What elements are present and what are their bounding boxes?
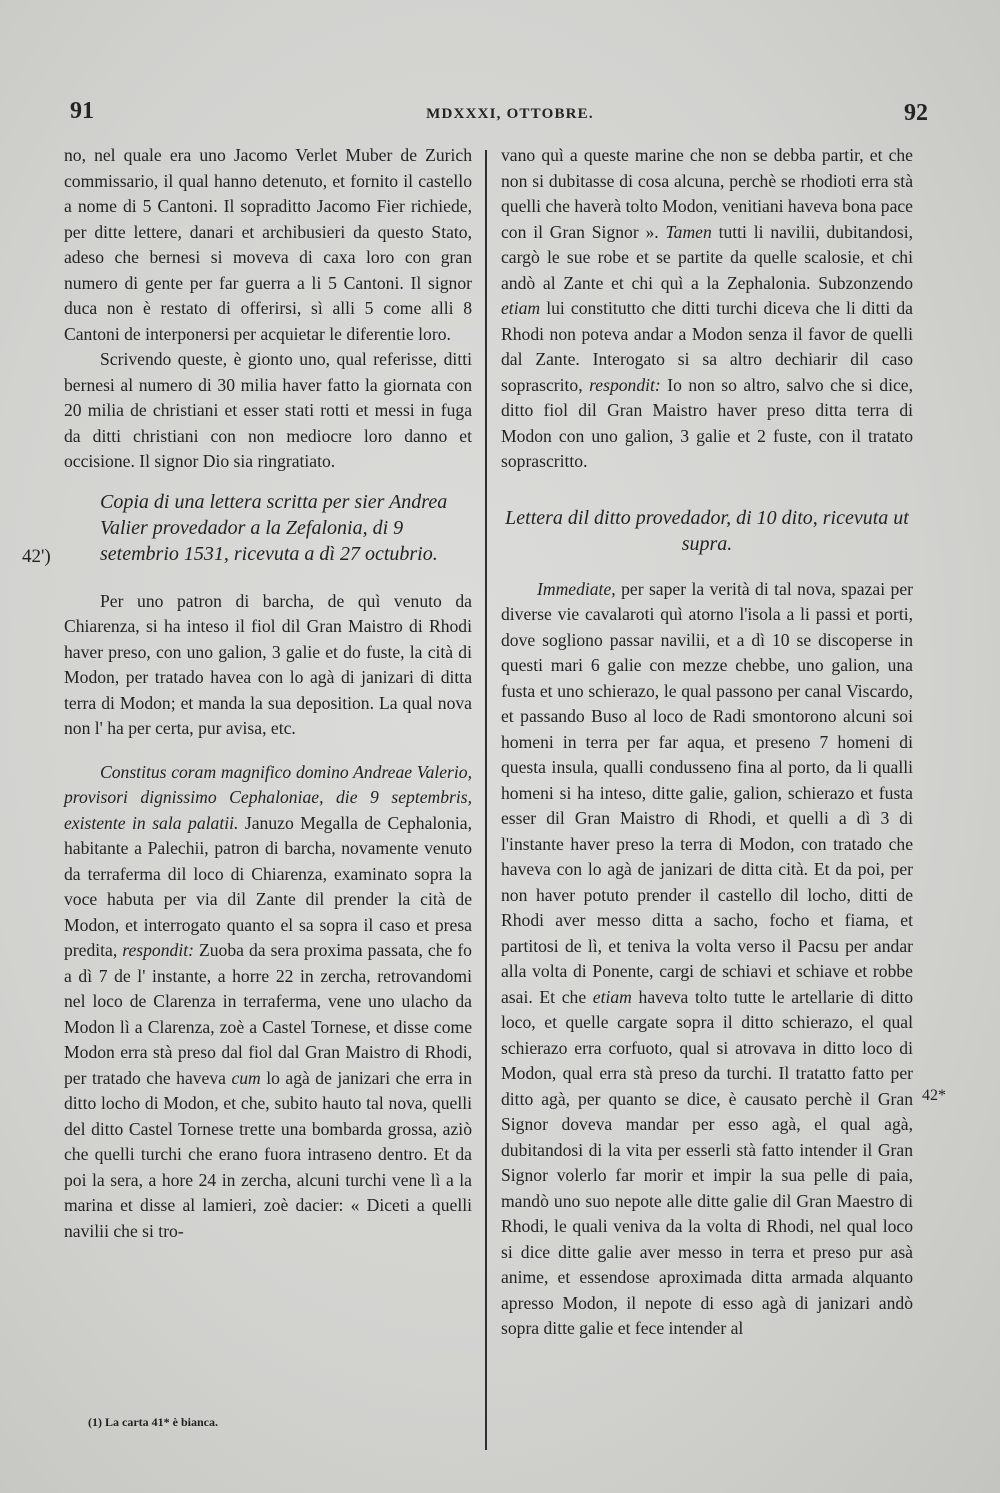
text: Zuoba da sera proxima passata, che fo a dì 7 de l' instante, a horre 22 in zercha, retrovandomi nel loco de Clarenza in terraferma, vene uno ulacho da Modon lì a Clarenza, zoè a Castel Tornese, et disse come Modon erra stà preso dal fiol dal Gran Maistro di Rhodi, per tratado che haveva [64, 940, 472, 1088]
section-heading: Lettera dil ditto provedador, di 10 dito, ricevuta ut supra. [505, 506, 909, 555]
italic-text: Immediate, [537, 578, 616, 599]
margin-marker-left: 42') [22, 546, 51, 567]
page-number-left: 91 [70, 98, 94, 124]
text: tutti li navilii, dubitandosi, cargò le sue robe et se partite da quelle scalosie, et chi andò al Zante et chi quì a la Zephalonia. Subzonzendo [501, 221, 913, 293]
column-divider [485, 150, 487, 1450]
left-column [64, 143, 472, 1244]
text: Io non so altro, salvo che si dice, ditto fiol dil Gran Maistro haver preso ditta terra di Modon con uno galion, 3 galie et 2 fuste, con il tratato soprascritto. [501, 374, 913, 471]
running-head: MDXXXI, OTTOBRE. [426, 106, 594, 122]
italic-text: Constitus coram magnifico domino Andreae Valerio, provisori dignissimo Cephaloniae, die 9 septembris, existente in sala palatii. [64, 761, 472, 833]
section-heading: Copia di una lettera scritta per sier Andrea Valier provedador a la Zefalonia, di 9 setembrio 1531, ricevuta a dì 27 octubrio. [100, 490, 448, 565]
paragraph: Per uno patron di barcha, de quì venuto da Chiarenza, si ha inteso il fiol dil Gran Maistro di Rhodi haver preso, con uno galion, 3 galie et do fuste, la cità di Modon, per tratado havea con lo agà di janizari di ditta terra di Modon; et manda la sua deposition. La qual nova non l' ha per certa, pur avisa, etc. [64, 590, 472, 738]
paragraph [64, 760, 472, 1245]
margin-marker-right: 42* [922, 1087, 946, 1104]
paragraph: no, nel quale era uno Jacomo Verlet Muber de Zurich commissario, il qual hanno detenuto, et fornito il castello a nome di 5 Cantoni. Il sopraditto Jacomo Fier richiede, per ditte lettere, danari et archibusieri da questo Stato, adeso che bernesi si moveva di caxa loro con gran numero di gente per far guerra a li 5 Cantoni. Il signor duca non è restato di offerirsi, sì alli 5 come alli 8 Cantoni de interponersi per acquietar le diferentie loro. [64, 145, 472, 344]
page-header [0, 98, 1000, 128]
text: lui constitutto che ditti turchi diceva che li ditti da Rhodi non poteva andar a Modon senza il favor de quelli dal Zante. Interogato si sa altro dechiarir dil caso soprascrito, [501, 298, 913, 395]
paragraph: Scrivendo queste, è gionto uno, qual referisse, ditti bernesi al numero di 30 milia haver fatto la giornata con 20 milia de christiani et esser stati rotti et messi in fuga da ditti christiani con non mediocre loro danno et occisione. Il signor Dio sia ringratiato. [64, 349, 472, 471]
page-number-right: 92 [904, 100, 928, 126]
text: haveva tolto tutte le artellarie di ditto loco, et quelle cargate sopra il ditto schierazo, el qual schierazo erra corfuoto, qual si atrovava in ditto loco di Modon, qual erra stà preso da turchi. Il tratatto fatto per ditto agà, per quanto se dice, è causato perchè il Gran Signor doveva mandar per esso agà, el qual agà, dubitandosi di la vita per esserli stà fatto intender il Gran Signor volerlo far morir et impir la sua pelle di paia, mandò uno suo nepote alle ditte galie dil Gran Maestro di Rhodi, le quali veniva da la volta di Rhodi, nel qual loco si dice ditte galie aver messo in terra et preso pur asà anime, et essendose aproximada ditta armada alquanto apresso Modon, il nepote di esso agà di janizari andò sopra ditte galie et fece intender al [501, 986, 914, 1338]
text: vano quì a queste marine che non se debba partir, et che non si dubitasse di cosa alcuna, perchè se rhodioti erra stà quelli che haverà tolto Modon, venitiani haveva bona pace con il Gran Signor ». [501, 145, 913, 242]
footnote: (1) La carta 41* è bianca. [88, 1415, 218, 1429]
paragraph [501, 143, 913, 475]
italic-text: Tamen [665, 221, 712, 242]
text: per saper la verità di tal nova, spazai per diverse vie cavalaroti quì atorno l'isola a li passi et porti, dove sogliono passar navilii, et a dì 10 se discoperse in questi mari 6 galie con mezze chebbe, uno galion, una fusta et uno schierazo, le qual passono per canal Viscardo, et passando Buso al loco de Radi smontorono alcuni soi homeni in terra per far aqua, et preseno 7 homeni di questa insula, qualli condusseno fina al porto, da li qualli homeni si ha inteso, ditte galie, galion, schierazo et fusta esser dil Gran Maistro di Rhodi, et quelli a dì 3 di l'instante haver preso la terra di Modon, con tratado che haveva con lo agà de janizari de ditta cità. Et da poi, per non haver potuto prender il castello dil locho, ditti de Rhodi aver messo ditta a sacho, focho et fiama, et partitosi de lì, et teniva la volta verso il Pacsu per andar alla volta di Ponente, cargi de schiavi et schiave et robbe asai. Et che [501, 578, 913, 1007]
italic-text: etiam [501, 298, 541, 318]
italic-text: etiam [592, 986, 632, 1007]
paragraph [501, 577, 913, 1342]
italic-text: respondit: [122, 940, 194, 960]
italic-text: cum [231, 1067, 261, 1088]
italic-text: respondit: [589, 374, 661, 395]
text: lo agà de janizari che erra in ditto locho di Modon, et che, subito hauto tal nova, quelli del ditto Castel Tornese trette una bombarda grossa, aziò che quelli turchi che erano fuora intraseno dentro. Et da poi la sera, a hore 24 in zercha, alcuni turchi vene lì a la marina et disse al lamieri, zoè dacier: « Diceti a quelli navilii che si tro- [64, 1067, 472, 1241]
right-column [501, 143, 913, 1342]
text: Januzo Megalla de Cephalonia, habitante a Palechii, patron di barcha, novamente venuto da terraferma dil loco di Chiarenza, examinato sopra la voce habuta per via dil Zante dil prender la cità de Modon, et interrogato quanto el sa sopra il caso et presa predita, [64, 812, 472, 960]
